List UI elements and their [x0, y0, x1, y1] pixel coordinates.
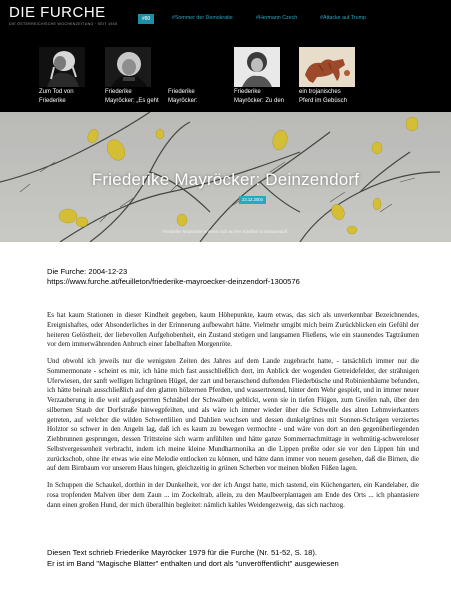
teaser-item-2[interactable] — [105, 47, 157, 106]
issue-badge[interactable]: #80 — [138, 14, 154, 24]
hero-caption: Friederike Mayröcker erinnert sich an ihre Kindheit in Deinzendorf. — [162, 229, 289, 234]
teaser-title-2: Friederike Mayröcker: „Es geht — [105, 89, 159, 104]
teaser-image-5 — [299, 47, 355, 87]
teaser-image-1 — [39, 47, 85, 87]
teaser-image-4 — [234, 47, 280, 87]
hero-banner — [0, 112, 451, 242]
hashtag-link-1[interactable]: #Sommer der Demokratie — [172, 15, 233, 21]
teaser-strip — [0, 33, 451, 112]
top-bar — [0, 0, 451, 33]
teaser-image-2 — [105, 47, 151, 87]
source-line: Die Furche: 2004-12-23 — [47, 267, 128, 276]
hashtag-link-3[interactable]: #Attacke auf Trump — [320, 15, 366, 21]
source-meta — [47, 267, 300, 287]
article-paragraph-1: Es hat kaum Stationen in dieser Kindheit gegeben, kaum Höhepunkte, kaum etwas, das sich als unverkennbar Bezeichnendes, Ereignishaftes, oder Absonderliches in der Erinnerung aufbewahrt hätte. Vielmehr umgibt mich beim Zurückblicken ein Gefühl der heiteren Gelöstheit, der liebevollen Aufgehobenheit, ein Zustand stetigen und langsamen Fließens, wie ein staunendes Tagträumen vor dem immerwährenden Anbruch einer fabelhaften Morgenröte. — [47, 311, 419, 349]
logo-subtitle: DIE ÖSTERREICHISCHE WOCHENZEITUNG · SEIT 1945 — [9, 22, 118, 26]
teaser-title-1: Zum Tod von Friederike — [39, 89, 74, 104]
footnote — [47, 548, 427, 569]
footnote-line-1: Diesen Text schrieb Friederike Mayröcker 1979 für die Furche (Nr. 51-52, S. 18). — [47, 548, 317, 557]
article-paragraph-2: Und obwohl ich jeweils nur die wenigsten Zeiten des Jahres auf dem Lande zugebracht hatte, - tatsächlich immer nur die Sommermonate - scheint es mir, ich hätte mich fast ausschließlich dort, im Anblick der wogenden Getreidefelder, der strähnigen Uferwiesen, der sanft welligen lichtgrünen Hügel, der zart und berauschend duftenden Fliederbüsche und Robinienbäume befunden, ich hätte beinah ausschließlich auf den glatten hölzernen Pferden, und wassertretend, hinter dem Wehr gespielt, und in immer neuer Verzauberung in die weit aufgesperrten Schnäbel der Schwalben geblickt, wenn sie in tiefen Flügen, zum Greifen nah, über den silbernen Staub der Dorfstraße hinwegpfeilten, und als wäre ich immer wieder über die Schwelle des alten Lehmvierkanters getreten, auf welcher die wilden Schwertlilien und Dahlien wuchsen und dessen dunkelgrünes mit Sonnen-Schrägen verziertes Holztor so schwer in den Angeln lag, daß ich es kaum zu bewegen vermochte - und wäre von dort an den gegenüberliegenden Ziehbrunnen gesprungen, dessen Trittsteine sich warm anfühlten und hätte ganze Sommernachmittage in wehmütig-schwereloser Selbstvergessenheit verbracht, indem ich meine kleine Mundharmonika an die Lippen preßte oder sie vor den Lippen hin und zurückschob, ohne ihr etwas wie eine Melodie entlocken zu können, und hätte dann immer von neuem gesehen, daß die Birnen, die auf dem Birnbaum vor unserem Haus hingen, gleichzeitig in grünen Scherben vor meinen bloßen Füßen lagen. — [47, 357, 419, 473]
teaser-item-4[interactable] — [234, 47, 286, 106]
teaser-title-3: Friederike Mayröcker: — [168, 89, 198, 104]
source-url[interactable]: https://www.furche.at/feuilleton/friederike-mayroecker-deinzendorf-1300576 — [47, 277, 300, 286]
teaser-title-4: Friederike Mayröcker: Zu den — [234, 89, 285, 104]
teaser-image-3 — [168, 47, 214, 87]
article-body — [47, 311, 419, 517]
teaser-item-3[interactable] — [168, 47, 220, 106]
footnote-line-2: Er ist im Band "Magische Blätter" enthalten und dort als "unveröffentlicht" ausgewiesen — [47, 558, 339, 568]
teaser-item-5[interactable] — [299, 47, 351, 106]
teaser-item-1[interactable] — [39, 47, 91, 106]
teaser-title-5: ein trojanisches Pferd im Gebüsch — [299, 89, 348, 104]
article-paragraph-3: In Schuppen die Schaukel, dorthin in der Dunkelheit, vor der ich Angst hatte, mich tastend, ein Küchengarten, ein Kandelaber, die rosa tropfenden Malven über dem Zaun ... im Zockeltrab, allein, zu den Maulbeerplantagen am Ende des Orts ... ich phantasiere dann einen großen Hund, der mich überallhin begleitet: nämlich kahles Weidengezweig, das sich nachzog. — [47, 481, 419, 509]
date-badge: 23.12.2004 — [239, 196, 266, 204]
hero-title: Friederike Mayröcker: Deinzendorf — [91, 170, 360, 189]
site-logo[interactable]: DIE FURCHE — [9, 4, 106, 21]
hashtag-link-2[interactable]: #Hermann Czech — [256, 15, 298, 21]
